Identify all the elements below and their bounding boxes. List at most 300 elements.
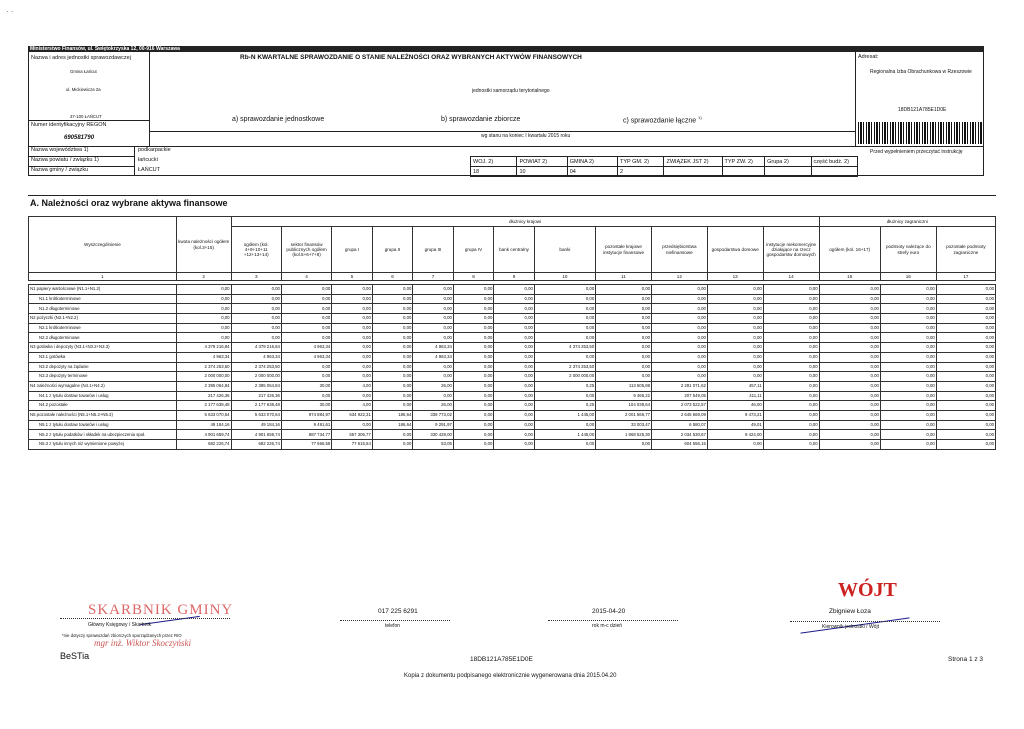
cell-value: 0,00 [281,285,331,295]
cell-value: 0,00 [880,381,936,391]
cell-value: 0,00 [453,362,494,372]
form-subtitle: jednostki samorządu terytorialnego [472,88,550,94]
cell-value: 5 633 070,64 [176,410,231,420]
cell-value: 0,00 [534,285,595,295]
code-header: TYP ZW. 2) [722,157,765,167]
col-header: ogółem (kol. 4+9+10+11 +12+13+14) [231,227,281,273]
cell-value: 0,00 [880,362,936,372]
cell-value: 2 395 064,84 [176,381,231,391]
cell-value: 0,00 [596,323,652,333]
cell-value: 0,00 [176,304,231,314]
cell-value: 0,00 [936,440,995,450]
cell-value: 77 615,54 [332,440,373,450]
cell-value: 339 773,02 [413,410,454,420]
cell-value: 0,00 [880,314,936,324]
cell-value: 0,00 [332,285,373,295]
table-row [29,304,996,314]
row-label: N3.3 depozyty terminowe [29,372,177,382]
cell-value: 0,00 [819,430,880,440]
cell-value: 2 645 669,09 [652,410,708,420]
col-number: 15 [819,273,880,281]
cell-value: 0,00 [819,420,880,430]
signer-left-name: mgr inż. Wiktor Skoczyński [94,638,191,648]
cell-value: 0,00 [494,381,535,391]
cell-value: 0,00 [936,401,995,411]
stamp-left: SKARBNIK GMINY [88,602,234,618]
cell-value: 0,00 [231,333,281,343]
cell-value: 0,00 [176,333,231,343]
cell-value: 1 445,00 [534,430,595,440]
cell-value: 0,00 [936,430,995,440]
col-number: 7 [413,273,454,281]
col-number: 6 [372,273,413,281]
cell-value: 0,00 [763,381,819,391]
col-header: pozostałe podmioty zagraniczne [936,227,995,273]
code-header: ZWIĄZEK JST 2) [664,157,722,167]
table-row [29,430,996,440]
cell-value: 411,11 [707,391,763,401]
cell-value: 0,00 [534,420,595,430]
cell-value: 0,00 [819,362,880,372]
col-header: grupa II [372,227,413,273]
cell-value: 0,00 [534,352,595,362]
code-value: 10 [517,167,567,177]
col-number: 1 [29,273,177,281]
cell-value: 0,00 [596,285,652,295]
row-label: N4 należności wymagalne (N4.1+N4.2) [29,381,177,391]
cell-value: 0,00 [281,391,331,401]
cell-value: 0,00 [652,294,708,304]
col-header: grupa III [413,227,454,273]
cell-value: 0,00 [231,314,281,324]
cell-value: 0,00 [652,343,708,353]
cell-value: 0,00 [332,352,373,362]
cell-value: 0,00 [231,304,281,314]
doc-id-top: 18DB121A785E1D0E [898,107,947,113]
cell-value: 0,00 [596,343,652,353]
cell-value: 4 963,34 [281,352,331,362]
copy-note: Kopia z dokumentu podpisanego elektronicznie wygenerowana dnia 2015.04.20 [404,673,617,679]
code-header: POWIAT 2) [517,157,567,167]
cell-value: 0,00 [707,362,763,372]
cell-value: 0,00 [763,362,819,372]
col-header: instytucje niekomercyjne działające na rzecz gospodarstw domowych [763,227,819,273]
cell-value: 9 424,00 [707,430,763,440]
cell-value: 0,00 [453,420,494,430]
cell-value: 186,64 [372,410,413,420]
cell-value: 0,00 [652,285,708,295]
cell-value: 2 395 064,84 [231,381,281,391]
cell-value: 0,00 [763,304,819,314]
cell-value: 887 734,77 [281,430,331,440]
code-header: GMINA 2) [567,157,617,167]
col-number: 4 [281,273,331,281]
cell-value: 0,00 [596,294,652,304]
cell-value: 0,00 [372,343,413,353]
col-header: grupa IV [453,227,494,273]
barcode-image [858,122,982,144]
cell-value: 0,00 [936,323,995,333]
cell-value: 49 184,16 [231,420,281,430]
cell-value: 9 491,61 [281,420,331,430]
cell-value: 0,00 [453,323,494,333]
cell-value: 557 306,77 [332,430,373,440]
cell-value: 0,00 [332,304,373,314]
cell-value: 0,00 [332,391,373,401]
table-row [29,285,996,295]
row-label: N5.1 z tytułu dostaw towarów i usług [29,420,177,430]
cell-value: 0,00 [332,314,373,324]
date-value: 2015-04-20 [592,608,626,615]
cell-value: 0,00 [652,352,708,362]
cell-value: 0,00 [413,362,454,372]
unit-street: ul. Mickiewicza 2a [66,87,101,92]
cell-value: 0,00 [372,285,413,295]
cell-value: 0,00 [231,285,281,295]
table-row [29,323,996,333]
cell-value: 0,00 [596,304,652,314]
stamp-right: WÓJT [838,579,897,601]
cell-value: 0,00 [707,440,763,450]
row-label: N3.1 gotówka [29,352,177,362]
cell-value: 4,00 [332,381,373,391]
col-header: banki [534,227,595,273]
cell-value: 207 549,05 [652,391,708,401]
row-label: N4.1 z tytułu dostaw towarów i usług [29,391,177,401]
cell-value: 0,00 [372,372,413,382]
cell-value: 0,00 [372,391,413,401]
cell-value: 0,00 [880,333,936,343]
cell-value: 0,00 [281,333,331,343]
phone-value: 017 225 6291 [378,608,418,615]
col-header: gospodarstwa domowe [707,227,763,273]
cell-value: 0,00 [596,333,652,343]
cell-value: 0,00 [281,362,331,372]
cell-value: 0,00 [413,285,454,295]
table-header [28,216,996,281]
cell-value: 634 922,31 [332,410,373,420]
gmina-label: Nazwa gminy / związku [31,167,89,173]
cell-value: 0,00 [819,440,880,450]
cell-value: 0,00 [707,304,763,314]
cell-value: 0,00 [880,323,936,333]
cell-value: 0,00 [281,314,331,324]
cell-value: 0,00 [494,420,535,430]
cell-value: 0,00 [596,440,652,450]
code-value [722,167,765,177]
cell-value: 0,00 [652,372,708,382]
cell-value: 0,00 [332,323,373,333]
cell-value: 0,00 [596,372,652,382]
code-value: 2 [618,167,664,177]
table-row [29,410,996,420]
cell-value: 77 666,59 [281,440,331,450]
cell-value: 0,00 [819,333,880,343]
cell-value: 0,00 [453,410,494,420]
cell-value: 0,00 [880,401,936,411]
gmina-value: ŁAŃCUT [138,167,161,173]
app-name: BeSTia [60,651,90,661]
cell-value: 5 633 070,64 [231,410,281,420]
cell-value: 26,00 [413,401,454,411]
signer-left-title: Główny Księgowy / Skarbnik [88,622,152,628]
woj-label: Nazwa województwa 1) [31,147,89,153]
cell-value: 0,00 [453,430,494,440]
cell-value: 0,00 [534,323,595,333]
cell-value: 0,00 [453,352,494,362]
table-row [29,362,996,372]
cell-value: 0,00 [281,323,331,333]
row-label: N1.1 krótkoterminowe [29,294,177,304]
cell-value: 0,00 [936,294,995,304]
cell-value: 0,00 [763,430,819,440]
cell-value: 0,00 [453,381,494,391]
col-header: przedsiębiorstwa niefinansowe [651,227,707,273]
col-number: 8 [453,273,494,281]
row-label: N3.2 depozyty na żądanie [29,362,177,372]
cell-value: 2 000 000,00 [534,372,595,382]
cell-value: 0,25 [534,381,595,391]
cell-value: 0,00 [819,391,880,401]
cell-value: 46,00 [707,401,763,411]
cell-value: 0,00 [936,372,995,382]
cell-value: 2 000 000,00 [176,372,231,382]
cell-value: 4 374 253,50 [534,343,595,353]
signer-right-name: Zbigniew Łoza [829,608,871,615]
cell-value: 0,00 [372,352,413,362]
option-c: c) sprawozdanie łączne $^{1)}$ [623,115,702,125]
cell-value: 0,00 [596,352,652,362]
cell-value: 0,00 [534,333,595,343]
cell-value: 0,00 [372,323,413,333]
phone-label: telefon [385,623,401,629]
row-label: N5.2 z tytułu podatków i składek na ubezpieczenia społ. [29,430,177,440]
cell-value: 0,00 [819,294,880,304]
cell-value: 0,00 [372,381,413,391]
cell-value: 0,00 [494,285,535,295]
cell-value: 2 281 071,62 [652,381,708,391]
cell-value: 104 039,64 [596,401,652,411]
table-row [29,401,996,411]
table-row [29,294,996,304]
cell-value: 0,00 [819,381,880,391]
cell-value: 9 291,97 [413,420,454,430]
cell-value: 0,00 [494,314,535,324]
cell-value: 0,00 [707,294,763,304]
cell-value: 4 963,34 [413,352,454,362]
cell-value: 0,00 [494,410,535,420]
cell-value: 33 003,47 [596,420,652,430]
cell-value: 9 473,21 [707,410,763,420]
cell-value: 0,00 [413,304,454,314]
cell-value: 0,00 [453,294,494,304]
cell-value: 682 226,74 [231,440,281,450]
cell-value: 0,00 [494,333,535,343]
cell-value: 0,00 [453,285,494,295]
cell-value: 2 001 566,77 [596,410,652,420]
table-row [29,372,996,382]
cell-value: 30,00 [281,401,331,411]
cell-value: 0,00 [494,294,535,304]
cell-value: 217 426,36 [231,391,281,401]
col-header-total: kwota należności ogółem (kol.3+15) [176,217,231,273]
cell-value: 0,00 [936,362,995,372]
col-number: 11 [596,273,652,281]
cell-value: 4 963,34 [413,343,454,353]
cell-value: 0,00 [372,362,413,372]
col-header: sektor finansów publicznych ogółem (kol.5+6+7+8) [281,227,331,273]
table-row [29,381,996,391]
row-label: N2.2 długoterminowe [29,333,177,343]
cell-value: 0,00 [176,314,231,324]
code-header: TYP GM. 2) [618,157,664,167]
cell-value: 0,00 [413,294,454,304]
cell-value: 0,00 [880,352,936,362]
row-label: N5.3 z tytułu innych niż wymienione powyżej [29,440,177,450]
cell-value: 0,00 [372,440,413,450]
cell-value: 0,00 [763,314,819,324]
code-value: 18 [471,167,517,177]
col-number: 9 [494,273,535,281]
col-number: 10 [534,273,595,281]
form-title: Rb-N KWARTALNE SPRAWOZDANIE O STANIE NALEŻNOŚCI ORAZ WYBRANYCH AKTYWÓW FINANSOWYCH [240,54,582,61]
cell-value: 0,00 [413,391,454,401]
unit-name: Gmina Łańcut [70,69,97,74]
cell-value: 0,00 [453,401,494,411]
cell-value: 113 505,88 [596,381,652,391]
option-a: a) sprawozdanie jednostkowe [232,116,325,123]
cell-value: 0,00 [880,304,936,314]
cell-value: 0,00 [936,304,995,314]
cell-value: 0,00 [231,323,281,333]
cell-value: 0,00 [281,304,331,314]
cell-value: 0,00 [494,352,535,362]
group-domestic: dłużnicy krajowi [231,217,819,227]
table-row [29,333,996,343]
cell-value: 0,00 [707,323,763,333]
table-row [29,314,996,324]
cell-value: 0,00 [534,440,595,450]
cell-value: 0,00 [936,343,995,353]
cell-value: 0,00 [494,304,535,314]
cell-value: 0,00 [819,304,880,314]
cell-value: 0,00 [652,314,708,324]
col-number: 14 [763,273,819,281]
cell-value: 0,00 [453,343,494,353]
cell-value: 0,00 [880,430,936,440]
cell-value: 0,00 [936,333,995,343]
col-number: 17 [936,273,995,281]
scan-mark: · · [6,7,14,16]
cell-value: 0,00 [652,304,708,314]
cell-value: 0,00 [936,410,995,420]
cell-value: 0,00 [819,314,880,324]
doc-id-footer: 18DB121A785E1D0E [470,656,533,663]
cell-value: 0,00 [332,420,373,430]
cell-value: 0,00 [413,323,454,333]
cell-value: 0,00 [332,294,373,304]
cell-value: 0,00 [819,285,880,295]
ministry-address: Ministerstwo Finansów, ul. Świętokrzyska 12, 00-916 Warszawa [30,45,180,52]
cell-value: 4 963,34 [176,352,231,362]
cell-value: 4 901 659,74 [176,430,231,440]
cell-value: 604 556,15 [652,440,708,450]
cell-value: 0,00 [763,391,819,401]
cell-value: 0,00 [372,430,413,440]
cell-value: 0,00 [880,440,936,450]
cell-value: 0,00 [413,372,454,382]
cell-value: 0,00 [534,314,595,324]
cell-value: 0,00 [453,304,494,314]
cell-value: 49 184,16 [176,420,231,430]
cell-value: 2 073 522,57 [652,401,708,411]
cell-value: 2 374 253,50 [534,362,595,372]
cell-value: 53,05 [413,440,454,450]
cell-value: 4 963,34 [281,343,331,353]
signer-right-label: Kierownik jednostki / Wójt [822,624,879,630]
table-row [29,440,996,450]
cell-value: 0,25 [534,401,595,411]
cell-value: 6 580,07 [652,420,708,430]
cell-value: 0,00 [281,372,331,382]
table-row [29,420,996,430]
cell-value: 0,00 [763,352,819,362]
cell-value: 0,00 [231,294,281,304]
cell-value: 26,00 [413,381,454,391]
col-header: pozostałe krajowe instytucje finansowe [596,227,652,273]
cell-value: 0,00 [176,323,231,333]
cell-value: 2 034 530,67 [652,430,708,440]
cell-value: 1 968 525,30 [596,430,652,440]
cell-value: 0,00 [494,343,535,353]
cell-value: 0,00 [413,314,454,324]
cell-value: 0,00 [372,294,413,304]
row-label: N4.2 pozostałe [29,401,177,411]
cell-value: 4,00 [332,401,373,411]
cell-value: 0,00 [819,343,880,353]
cell-value: 0,00 [453,333,494,343]
code-header: WOJ. 2) [471,157,517,167]
unit-city: 37-100 ŁAŃCUT [70,114,102,119]
cell-value: 0,00 [494,440,535,450]
addressee-label: Adresat: [858,54,879,60]
cell-value: 0,00 [880,410,936,420]
cell-value: 0,00 [880,372,936,382]
cell-value: 0,00 [372,304,413,314]
pow-value: łańcucki [138,157,158,163]
code-value [811,167,857,177]
cell-value: 0,00 [494,372,535,382]
cell-value: 0,00 [763,420,819,430]
cell-value: 0,00 [707,333,763,343]
code-value: 04 [567,167,617,177]
cell-value: 0,00 [176,294,231,304]
cell-value: 0,00 [880,391,936,401]
row-label: N3 gotówka i depozyty (N3.1+N3.2+N3.3) [29,343,177,353]
cell-value: 0,00 [936,420,995,430]
cell-value: 0,00 [707,285,763,295]
cell-value: 0,00 [763,372,819,382]
cell-value: 0,00 [332,362,373,372]
cell-value: 0,00 [763,410,819,420]
codes-table [470,156,858,177]
cell-value: 2 177 638,48 [176,401,231,411]
cell-value: 0,00 [176,285,231,295]
cell-value: 0,00 [819,410,880,420]
cell-value: 0,00 [707,343,763,353]
cell-value: 0,00 [707,352,763,362]
cell-value: 0,00 [372,333,413,343]
